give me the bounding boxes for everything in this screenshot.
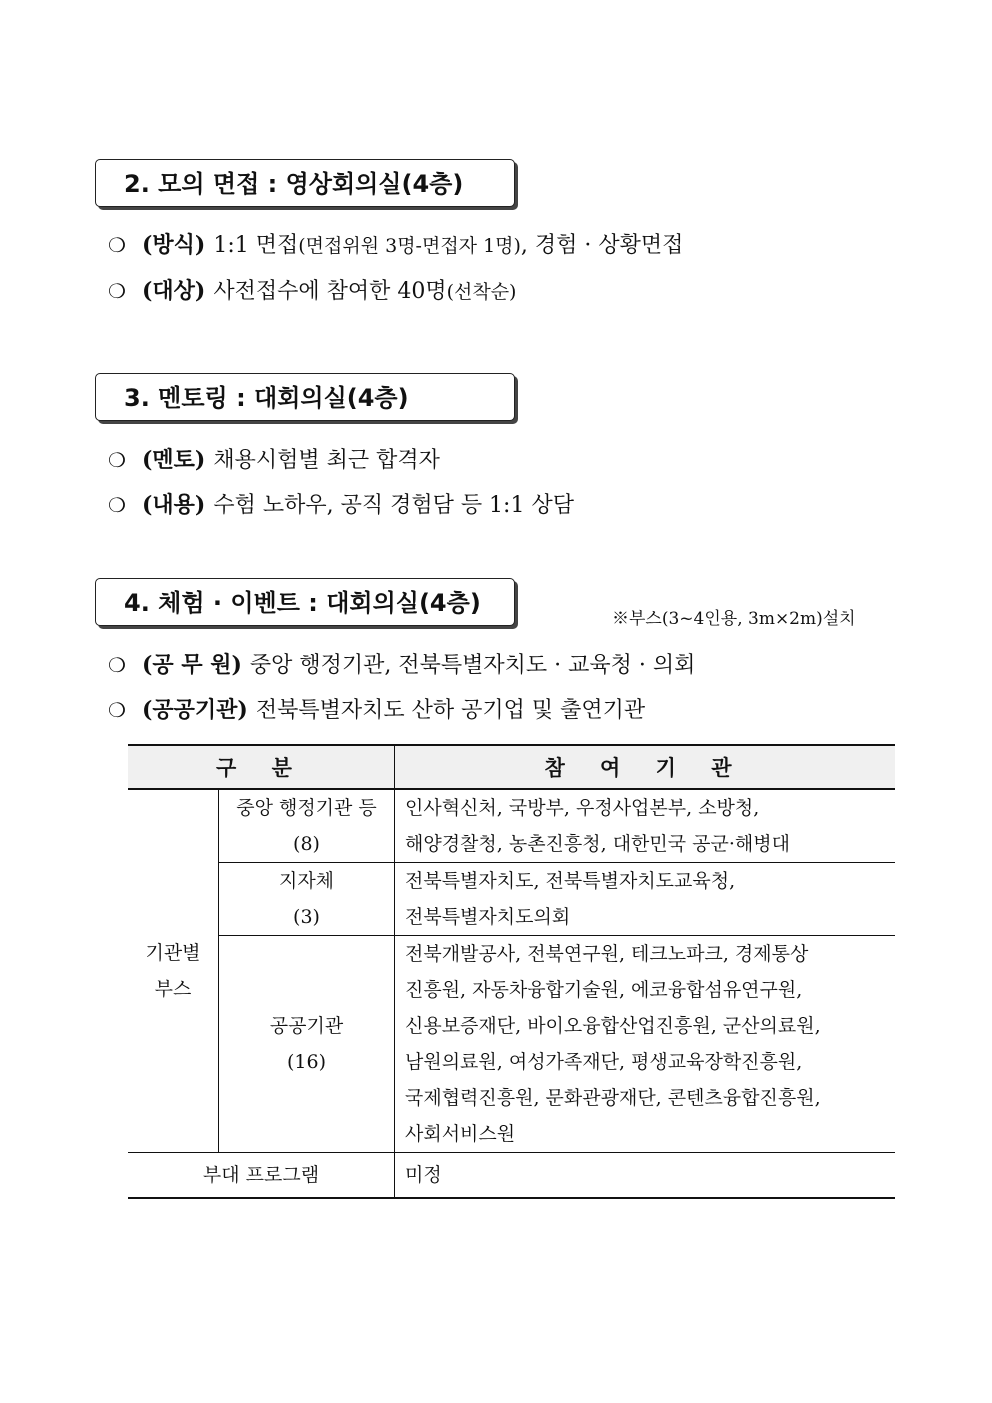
circle-bullet-icon: ❍ bbox=[108, 653, 126, 677]
orgs-line: 남원의료원, 여성가족재단, 평생교육장학진흥원, bbox=[405, 1051, 803, 1073]
category-cell bbox=[128, 789, 219, 1153]
bullet-key: (공 무 원) bbox=[142, 652, 242, 678]
orgs-cell bbox=[395, 936, 896, 1153]
bullet-small-text: (선착순) bbox=[446, 281, 517, 303]
bullet-key: (공공기관) bbox=[142, 697, 248, 723]
bullet-text: 사전접수에 참여한 40명 bbox=[213, 279, 447, 304]
sub-category-count: (3) bbox=[293, 906, 320, 928]
section-title-mentoring: 3. 멘토링 : 대회의실(4층) bbox=[95, 373, 515, 421]
category-line: 기관별 bbox=[145, 942, 201, 964]
side-program-label: 부대 프로그램 bbox=[128, 1153, 395, 1199]
bullet-mentor bbox=[108, 445, 440, 476]
bullet-text: 채용시험별 최근 합격자 bbox=[213, 448, 440, 473]
bullet-key: (멘토) bbox=[142, 447, 206, 473]
bullet-target bbox=[108, 276, 516, 307]
bullet-rest-text: , 경험 · 상황면접 bbox=[520, 233, 684, 258]
bullet-text: 수험 노하우, 공직 경험담 등 1:1 상담 bbox=[213, 493, 574, 518]
circle-bullet-icon: ❍ bbox=[108, 233, 126, 257]
bullet-text: 전북특별자치도 산하 공기업 및 출연기관 bbox=[255, 698, 646, 723]
orgs-line: 국제협력진흥원, 문화관광재단, 콘텐츠융합진흥원, bbox=[405, 1087, 821, 1109]
orgs-line: 전북특별자치도의회 bbox=[405, 906, 571, 928]
bullet-public-institution bbox=[108, 695, 645, 726]
orgs-line: 인사혁신처, 국방부, 우정사업본부, 소방청, bbox=[405, 797, 760, 819]
bullet-civil-servant bbox=[108, 650, 695, 681]
sub-category-cell bbox=[219, 863, 395, 936]
orgs-line: 해양경찰청, 농촌진흥청, 대한민국 공군·해병대 bbox=[405, 833, 790, 855]
booth-note: ※부스(3~4인용, 3m×2m)설치 bbox=[612, 609, 856, 629]
bullet-method bbox=[108, 230, 683, 261]
sub-category-line: 공공기관 bbox=[269, 1015, 344, 1037]
bullet-small-text: (면접위원 3명-면접자 1명) bbox=[298, 235, 521, 257]
sub-category-cell bbox=[219, 789, 395, 863]
bullet-key: (대상) bbox=[142, 278, 206, 304]
section-title-mock-interview: 2. 모의 면접 : 영상회의실(4층) bbox=[95, 159, 515, 207]
side-program-value: 미정 bbox=[395, 1153, 896, 1199]
participating-org-table bbox=[128, 744, 895, 1199]
bullet-text: 1:1 면접 bbox=[213, 233, 299, 258]
circle-bullet-icon: ❍ bbox=[108, 279, 126, 303]
orgs-cell bbox=[395, 863, 896, 936]
bullet-content bbox=[108, 490, 574, 521]
section-title-experience-event: 4. 체험 · 이벤트 : 대회의실(4층) bbox=[95, 578, 515, 626]
bullet-key: (내용) bbox=[142, 492, 206, 518]
sub-category-count: (8) bbox=[293, 833, 320, 855]
circle-bullet-icon: ❍ bbox=[108, 698, 126, 722]
sub-category-count: (16) bbox=[286, 1051, 326, 1073]
circle-bullet-icon: ❍ bbox=[108, 493, 126, 517]
orgs-line: 진흥원, 자동차융합기술원, 에코융합섬유연구원, bbox=[405, 979, 803, 1001]
header-orgs: 참 여 기 관 bbox=[395, 745, 896, 789]
bullet-key: (방식) bbox=[142, 232, 206, 258]
sub-category-line: 지자체 bbox=[278, 870, 335, 892]
circle-bullet-icon: ❍ bbox=[108, 448, 126, 472]
orgs-cell bbox=[395, 789, 896, 863]
header-category: 구 분 bbox=[128, 745, 395, 789]
category-line: 부스 bbox=[154, 978, 192, 1000]
orgs-line: 전북개발공사, 전북연구원, 테크노파크, 경제통상 bbox=[405, 943, 809, 965]
orgs-line: 사회서비스원 bbox=[405, 1123, 516, 1145]
bullet-text: 중앙 행정기관, 전북특별자치도 · 교육청 · 의회 bbox=[249, 653, 696, 678]
sub-category-cell bbox=[219, 936, 395, 1153]
orgs-line: 신용보증재단, 바이오융합산업진흥원, 군산의료원, bbox=[405, 1015, 821, 1037]
orgs-line: 전북특별자치도, 전북특별자치도교육청, bbox=[405, 870, 736, 892]
sub-category-line: 중앙 행정기관 등 bbox=[236, 797, 377, 819]
